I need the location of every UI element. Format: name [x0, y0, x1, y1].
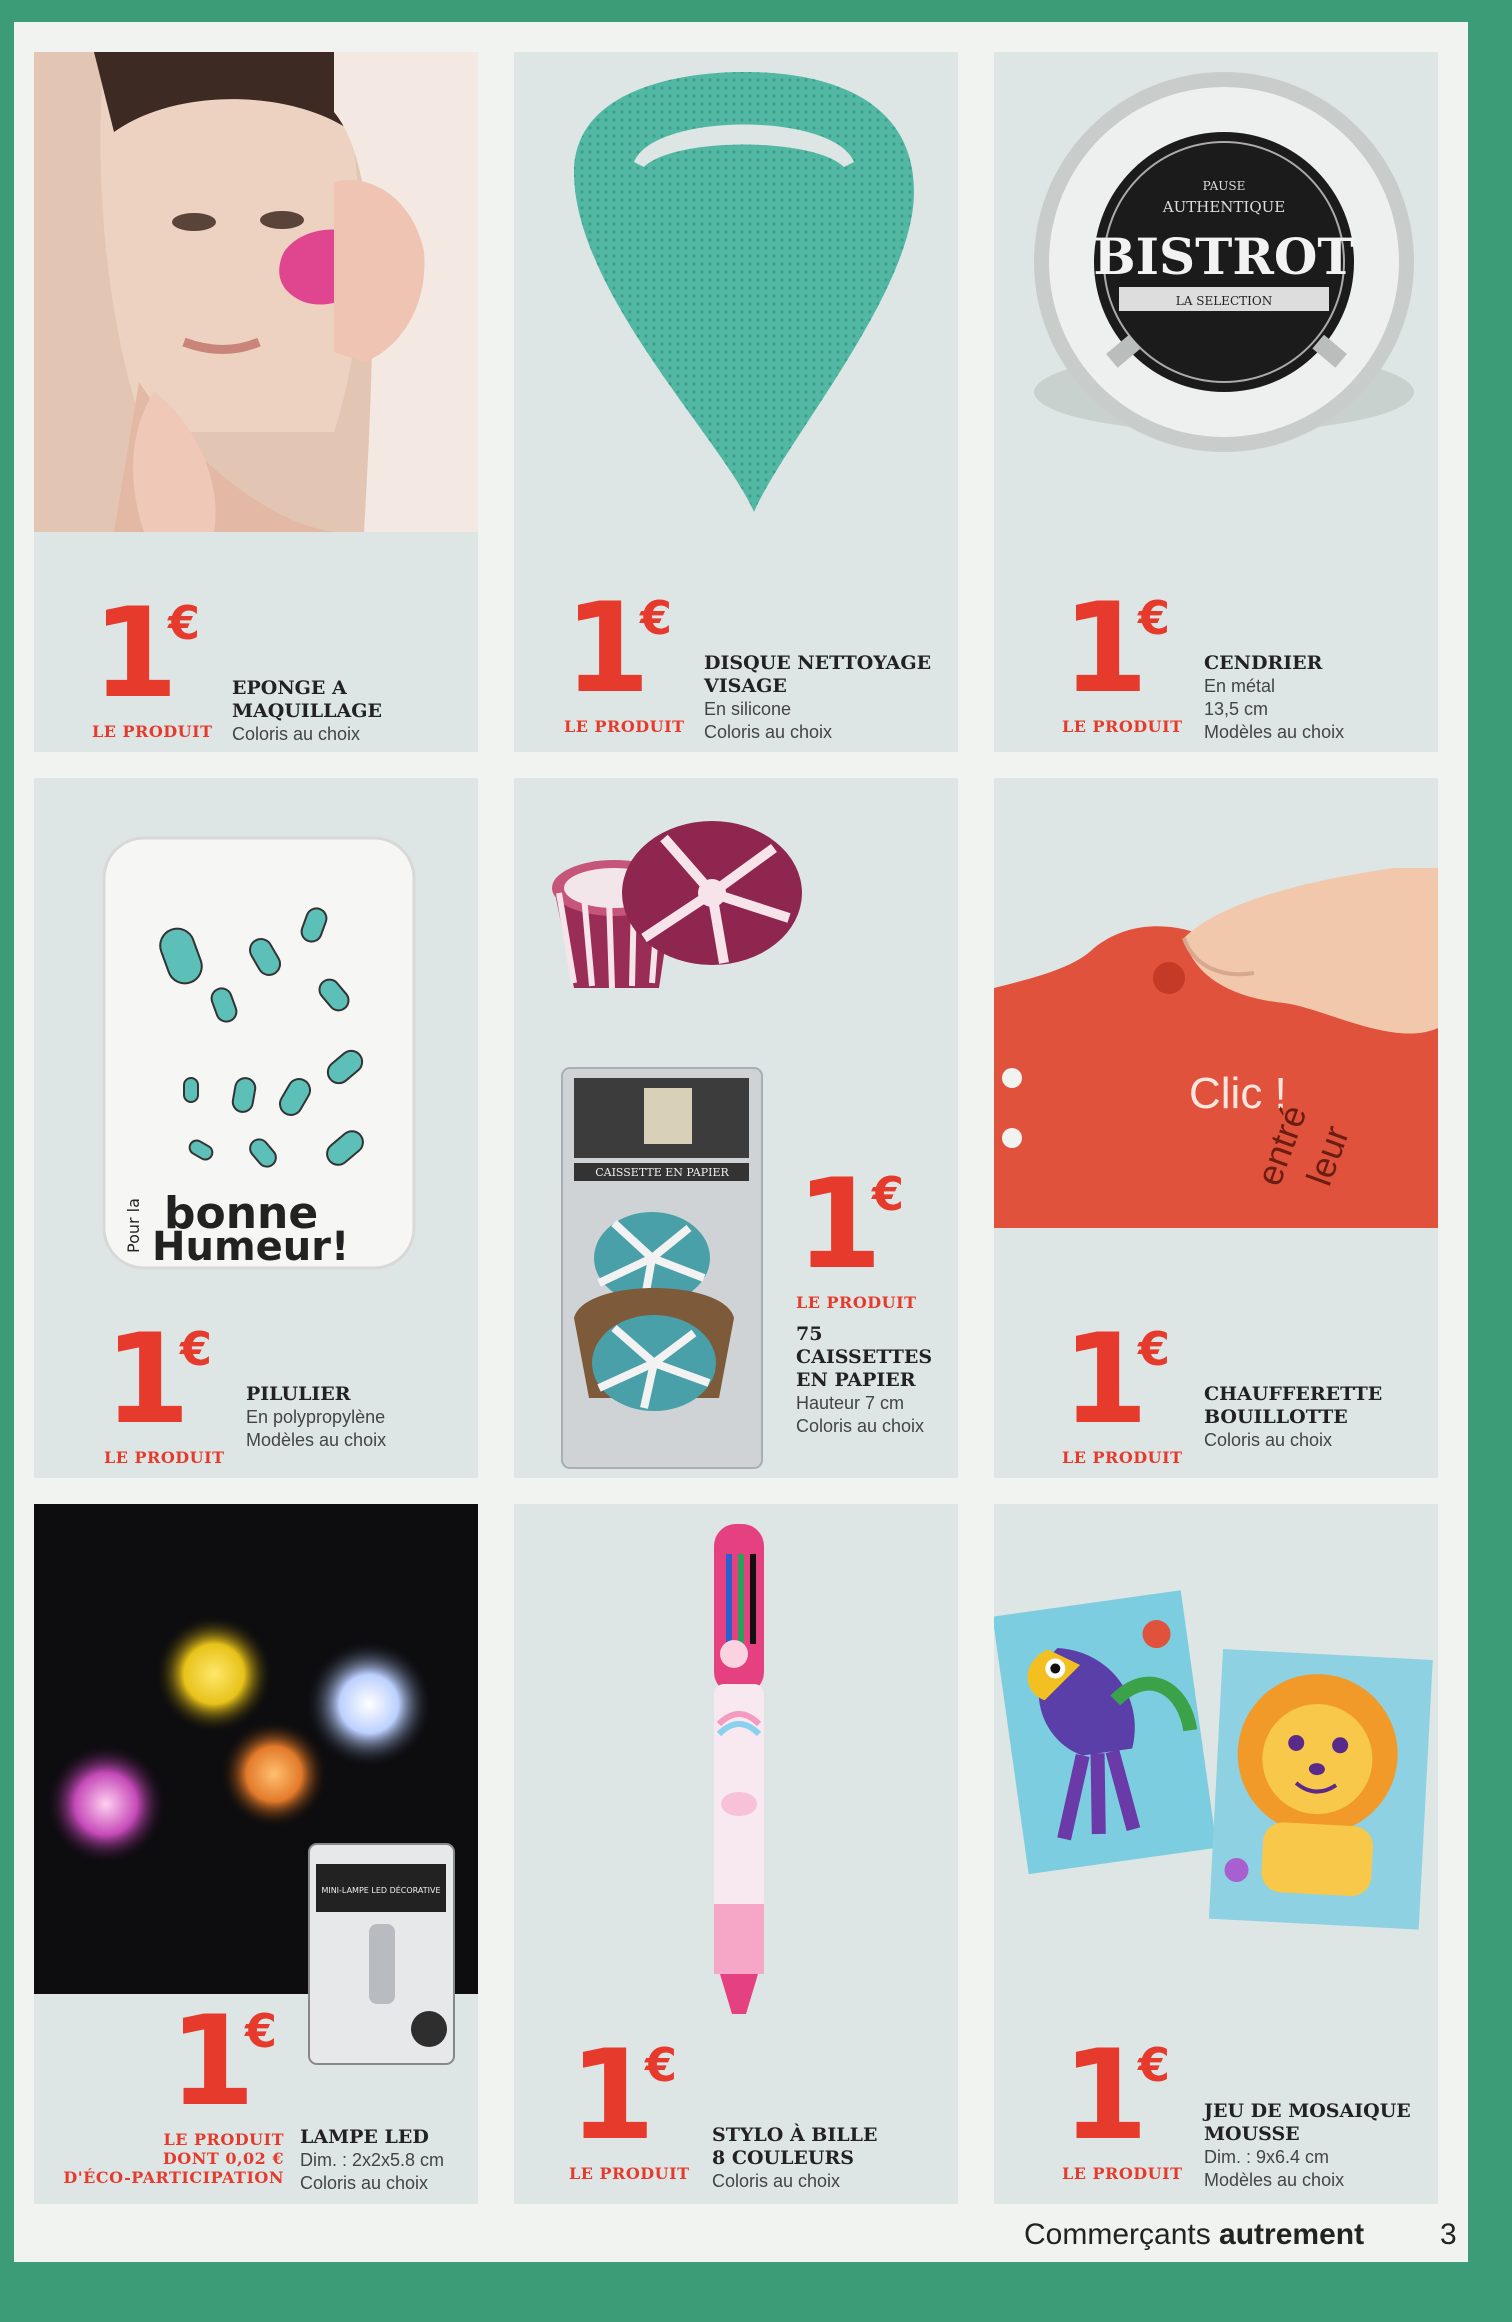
product-detail: Coloris au choix [232, 724, 361, 744]
price [104, 1308, 244, 1452]
unit-label: LE PRODUIT [163, 2130, 284, 2149]
unit-label: LE PRODUIT [1062, 2164, 1183, 2183]
pack-text: CAISSETTE EN PAPIER [595, 1166, 729, 1179]
price [92, 582, 232, 726]
product-card-chaufferette[interactable] [994, 778, 1438, 1478]
product-card-stylo[interactable] [514, 1504, 958, 2204]
price-number: 1 [796, 1153, 879, 1297]
price-number: 1 [169, 1990, 252, 2134]
unit-label: LE PRODUIT [1062, 1448, 1183, 1467]
price [796, 1153, 936, 1297]
product-name: VISAGE [704, 675, 787, 697]
catalog-page [14, 22, 1468, 2262]
mosaic-icon [994, 1504, 1438, 2024]
product-description [246, 1383, 386, 1452]
currency-symbol: € [180, 1322, 213, 1376]
product-name: CHAUFFERETTE [1204, 1383, 1383, 1405]
product-name: LAMPE LED [300, 2126, 429, 2148]
product-detail: Dim. : 9x6.4 cm [1204, 2147, 1330, 2167]
product-name: STYLO À BILLE [712, 2124, 878, 2146]
product-description [712, 2124, 877, 2193]
product-description [1204, 1383, 1382, 1452]
price-number: 1 [1062, 1308, 1145, 1452]
product-name: BOUILLOTTE [1204, 1406, 1348, 1428]
unit-label: LE PRODUIT [1062, 717, 1183, 736]
makeup-sponge-icon [34, 52, 478, 532]
product-detail: Dim. : 2x2x5.8 cm [300, 2150, 445, 2170]
product-name: JEU DE MOSAIQUE [1204, 2100, 1411, 2122]
product-detail: En polypropylène [246, 1407, 386, 1427]
price-number: 1 [1062, 577, 1145, 721]
unit-label: LE PRODUIT [104, 1448, 225, 1467]
product-detail: Modèles au choix [1204, 2170, 1345, 2190]
unit-label: D'ÉCO-PARTICIPATION [63, 2168, 284, 2187]
product-name: 75 [796, 1323, 823, 1345]
product-description [704, 652, 931, 744]
currency-symbol: € [1138, 2038, 1171, 2092]
price [1062, 2024, 1202, 2168]
footer-brand [1024, 2218, 1364, 2252]
unit-label-group [63, 2130, 284, 2187]
ashtray-text: BISTROT [1093, 227, 1355, 286]
product-card-cendrier[interactable] [994, 52, 1438, 752]
product-card-eponge[interactable] [34, 52, 478, 752]
currency-symbol: € [168, 596, 201, 650]
ashtray-text: LA SELECTION [1175, 294, 1273, 308]
currency-symbol: € [1138, 1322, 1171, 1376]
price [569, 2024, 709, 2168]
price [564, 577, 704, 721]
price-number: 1 [1062, 2024, 1145, 2168]
product-card-caissettes[interactable] [514, 778, 958, 1478]
brand-bold-text: autrement [1219, 2218, 1365, 2251]
product-name: EPONGE A [232, 677, 347, 699]
product-description [232, 677, 382, 746]
product-detail: Hauteur 7 cm [796, 1393, 905, 1413]
price [1062, 1308, 1202, 1452]
brand-text: Commerçants [1024, 2218, 1220, 2251]
ashtray-text: PAUSE [1202, 179, 1246, 193]
product-name: CAISSETTES [796, 1346, 933, 1368]
ashtray-text: AUTHENTIQUE [1162, 198, 1286, 216]
product-name: EN PAPIER [796, 1369, 916, 1391]
price-number: 1 [104, 1308, 187, 1452]
product-description [796, 1323, 932, 1438]
product-name: 8 COULEURS [712, 2147, 854, 2169]
product-name: MAQUILLAGE [232, 700, 382, 722]
unit-label: LE PRODUIT [564, 717, 685, 736]
product-detail: En silicone [704, 699, 792, 719]
product-card-lampe[interactable] [34, 1504, 478, 2204]
box-text: Pour la [124, 1198, 143, 1253]
product-detail: En métal [1204, 676, 1276, 696]
currency-symbol: € [645, 2038, 678, 2092]
product-detail: Coloris au choix [1204, 1430, 1333, 1450]
warmer-text: leur [1297, 1120, 1358, 1191]
product-name: PILULIER [246, 1383, 351, 1405]
currency-symbol: € [245, 2004, 278, 2058]
currency-symbol: € [872, 1167, 905, 1221]
product-detail: 13,5 cm [1204, 699, 1269, 719]
product-name: DISQUE NETTOYAGE [704, 652, 932, 674]
product-card-disque[interactable] [514, 52, 958, 752]
product-detail: Modèles au choix [246, 1430, 387, 1450]
price-number: 1 [564, 577, 647, 721]
product-name: MOUSSE [1204, 2123, 1300, 2145]
unit-label: LE PRODUIT [796, 1293, 917, 1312]
product-card-pilulier[interactable] [34, 778, 478, 1478]
price [169, 1990, 309, 2134]
pen-icon [514, 1504, 958, 2024]
product-detail: Coloris au choix [796, 1416, 925, 1436]
hand-warmer-icon [994, 778, 1438, 1298]
warmer-text: Clic ! [1189, 1069, 1287, 1118]
ashtray-icon [994, 52, 1438, 532]
face-brush-icon [514, 52, 958, 532]
pill-box-icon [34, 778, 478, 1298]
product-detail: Modèles au choix [1204, 722, 1345, 742]
product-description [1204, 652, 1344, 744]
product-description [1204, 2100, 1411, 2192]
product-detail: Coloris au choix [704, 722, 833, 742]
product-detail: Coloris au choix [300, 2173, 429, 2193]
price [1062, 577, 1202, 721]
unit-label: DONT 0,02 € [162, 2149, 284, 2168]
currency-symbol: € [640, 591, 673, 645]
box-text: Humeur! [152, 1224, 350, 1270]
product-card-mosaique[interactable] [994, 1504, 1438, 2204]
pack-text: MINI-LAMPE LED DÉCORATIVE [321, 1886, 441, 1895]
unit-label: LE PRODUIT [92, 722, 213, 741]
page-number: 3 [1440, 2218, 1457, 2251]
product-detail: Coloris au choix [712, 2171, 841, 2191]
product-description [300, 2126, 444, 2195]
currency-symbol: € [1138, 591, 1171, 645]
unit-label: LE PRODUIT [569, 2164, 690, 2183]
box-text: bonne [164, 1188, 319, 1239]
warmer-text: entré [1247, 1099, 1315, 1191]
price-number: 1 [569, 2024, 652, 2168]
product-name: CENDRIER [1204, 652, 1323, 674]
price-number: 1 [92, 582, 175, 726]
